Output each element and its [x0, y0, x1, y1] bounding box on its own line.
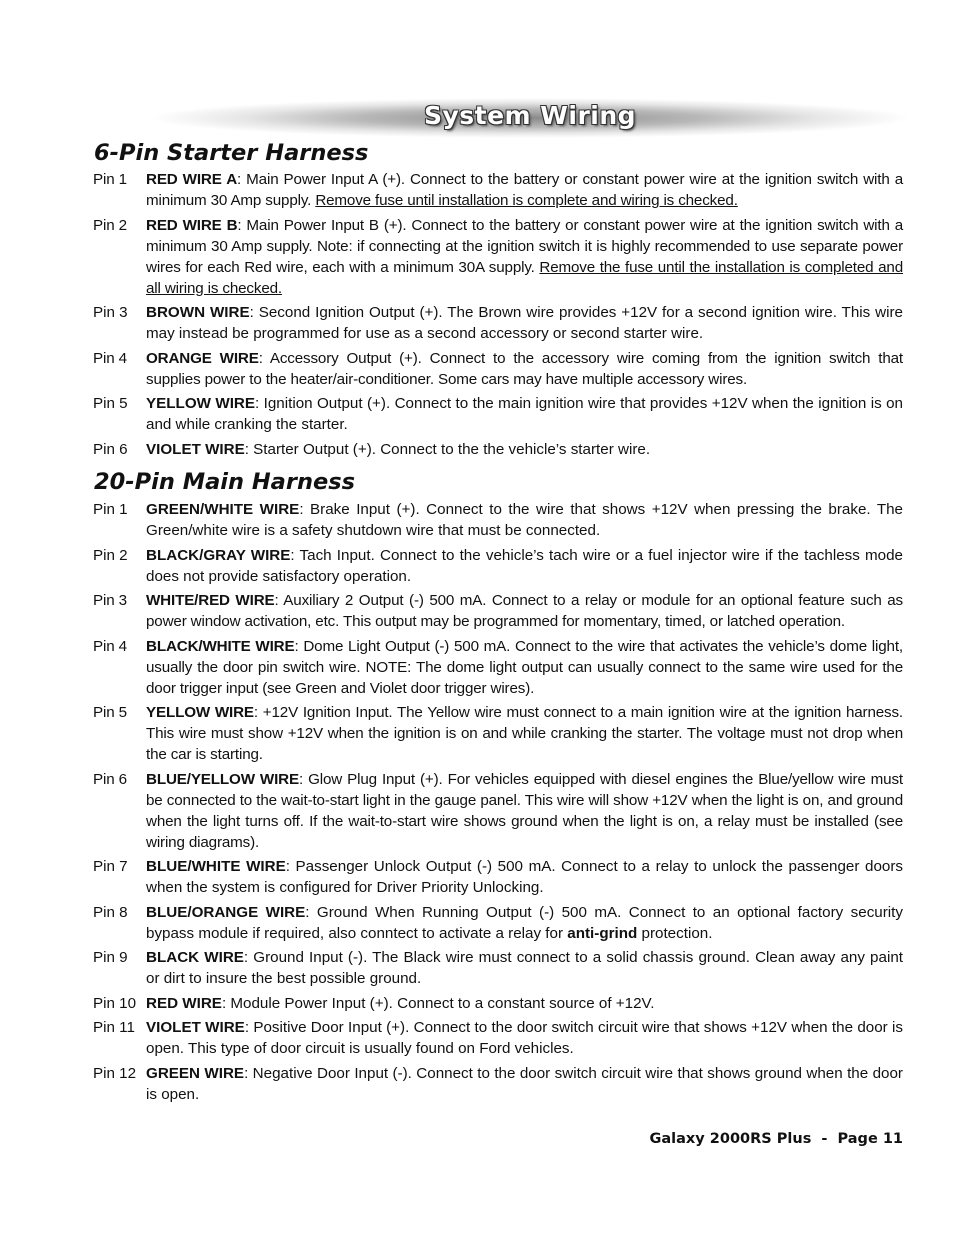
wire-name: BLUE/ORANGE WIRE	[146, 903, 306, 921]
pin-text: : Main Power Input A (+). Connect to the battery or constant power wire at the ignition switch with a minimum 30 Amp supply.	[146, 171, 903, 209]
twenty-pin-list	[93, 499, 903, 1108]
pin-text: : Ground When Running Output (-) 500 mA. Connect to an optional factory security bypass module if required, also conntect to activate a relay for	[146, 903, 903, 942]
pin-item	[93, 393, 903, 435]
pin-text: : Module Power Input (+). Connect to a constant source of +12V.	[221, 994, 655, 1012]
pin-description	[146, 769, 903, 853]
pin-text: : Ignition Output (+). Connect to the main ignition wire that provides +12V when the ignition is on and while cranking the starter.	[146, 395, 903, 433]
pin-description	[146, 499, 903, 541]
pin-text: : Passenger Unlock Output (-) 500 mA. Connect to a relay to unlock the passenger doors when the system is configured for Driver Priority Unlocking.	[146, 858, 903, 896]
pin-item	[93, 702, 903, 765]
six-pin-list	[93, 169, 903, 463]
pin-label: Pin 6	[93, 770, 127, 788]
wire-name: BLUE/WHITE WIRE	[146, 858, 286, 875]
pin-description	[146, 1017, 903, 1059]
pin-item	[93, 499, 903, 541]
pin-text: : +12V Ignition Input. The Yellow wire must connect to a main ignition wire at the ignition harness. This wire must show +12V when the ignition is on and while cranking the starter. The voltage must not drop when the car is starting.	[146, 704, 903, 763]
pin-label: Pin 4	[93, 637, 127, 655]
pin-item	[93, 993, 903, 1014]
pin-label: Pin 3	[93, 304, 128, 321]
wire-name: RED WIRE	[146, 994, 222, 1012]
pin-text: : Negative Door Input (-). Connect to the door switch circuit wire that shows ground when the door is open.	[146, 1064, 903, 1103]
pin-label: Pin 10	[93, 994, 137, 1012]
pin-item	[93, 769, 903, 853]
pin-description	[146, 1063, 903, 1105]
wire-name: RED WIRE A	[146, 171, 238, 188]
pin-label: Pin 2	[93, 216, 127, 234]
pin-description	[146, 856, 903, 898]
pin-text-tail: protection.	[637, 924, 713, 942]
wire-name: YELLOW WIRE	[146, 704, 254, 721]
pin-item	[93, 636, 903, 699]
pin-description	[146, 302, 903, 344]
wire-name: YELLOW WIRE	[146, 395, 256, 412]
pin-text: : Auxiliary 2 Output (-) 500 mA. Connect to a relay or module for an optional feature such as power window activation, etc. This output may be programmed for momentary, timed, or latched operation.	[146, 592, 903, 630]
pin-description	[146, 590, 903, 632]
pin-label: Pin 6	[93, 440, 128, 458]
pin-item	[93, 590, 903, 632]
pin-item	[93, 545, 903, 587]
pin-label: Pin 11	[93, 1019, 135, 1036]
page-footer: Galaxy 2000RS Plus - Page 11	[649, 1131, 903, 1147]
pin-label: Pin 1	[93, 171, 127, 188]
pin-item	[93, 947, 903, 989]
wire-name: VIOLET WIRE	[146, 1019, 245, 1036]
wire-name: GREEN/WHITE WIRE	[146, 501, 300, 518]
wire-name: GREEN WIRE	[146, 1064, 245, 1082]
pin-description	[146, 169, 903, 211]
pin-description	[146, 636, 903, 699]
wire-name: RED WIRE B	[146, 216, 238, 234]
wire-name: WHITE/RED WIRE	[146, 592, 275, 609]
pin-item	[93, 169, 903, 211]
pin-description	[146, 947, 903, 989]
pin-text: : Positive Door Input (+). Connect to the door switch circuit wire that shows +12V when the door is open. This type of door circuit is usually found on Ford vehicles.	[146, 1019, 904, 1057]
pin-label: Pin 3	[93, 592, 127, 609]
pin-item	[93, 1063, 903, 1105]
twenty-pin-harness-title: 20-Pin Main Harness	[94, 469, 356, 495]
pin-label: Pin 5	[93, 704, 127, 721]
pin-text: : Main Power Input B (+). Connect to the battery or constant power wire at the ignition switch with a minimum 30 Amp supply. Note: if connecting at the ignition switch it is highly recommended to use separate power wires for each Red wire, each with a minimum 30A supply.	[146, 216, 903, 276]
pin-text: : Dome Light Output (-) 500 mA. Connect to the wire that activates the vehicle’s dome light, usually the door pin switch wire. NOTE: The dome light output can usually connect to the same wire used for the door trigger input (see Green and Violet door trigger wires).	[146, 637, 903, 697]
pin-label: Pin 2	[93, 546, 128, 564]
fuse-warning: Remove the fuse until the installation is completed and all wiring is checked.	[146, 258, 903, 297]
pin-description	[146, 993, 903, 1014]
pin-label: Pin 1	[93, 501, 128, 518]
wire-name: BLACK/GRAY WIRE	[146, 546, 291, 564]
pin-text: : Ground Input (-). The Black wire must connect to a solid chassis ground. Clean away any paint or dirt to insure the best possible ground.	[146, 949, 903, 987]
pin-label: Pin 7	[93, 858, 128, 875]
pin-label: Pin 9	[93, 949, 128, 966]
section-banner	[150, 98, 910, 138]
pin-item	[93, 215, 903, 299]
pin-description	[146, 215, 903, 299]
pin-item	[93, 856, 903, 898]
anti-grind-label: anti-grind	[567, 924, 638, 942]
wire-name: BLACK/WHITE WIRE	[146, 637, 295, 655]
pin-text: : Tach Input. Connect to the vehicle’s tach wire or a fuel injector wire if the tachless mode does not provide satisfactory operation.	[146, 546, 904, 585]
fuse-warning: Remove fuse until installation is complete and wiring is checked.	[315, 192, 738, 209]
pin-description	[146, 902, 903, 944]
pin-label: Pin 12	[93, 1064, 137, 1082]
pin-text: : Second Ignition Output (+). The Brown wire provides +12V for a second ignition wire. This wire may instead be programmed for use as a second accessory or second starter wire.	[146, 304, 903, 342]
wire-name: BLUE/YELLOW WIRE	[146, 770, 299, 788]
pin-label: Pin 5	[93, 395, 128, 412]
pin-description	[146, 439, 903, 460]
pin-item	[93, 1017, 903, 1059]
wire-name: VIOLET WIRE	[146, 440, 245, 458]
pin-text: : Accessory Output (+). Connect to the accessory wire coming from the ignition switch that supplies power to the heater/air-conditioner. Some cars may have multiple accessory wires.	[146, 349, 903, 388]
pin-description	[146, 348, 903, 390]
pin-text: : Brake Input (+). Connect to the wire that shows +12V when pressing the brake. The Green/white wire is a safety shutdown wire that must be connected.	[146, 501, 903, 539]
pin-text: : Starter Output (+). Connect to the the vehicle’s starter wire.	[244, 440, 651, 458]
six-pin-harness-title: 6-Pin Starter Harness	[94, 140, 369, 166]
pin-label: Pin 8	[93, 903, 128, 921]
pin-text: : Glow Plug Input (+). For vehicles equipped with diesel engines the Blue/yellow wire must be connected to the wait-to-start light in the gauge panel. This wire will show +12V when the light is on, and ground when the light turns off. If the wait-to-start wire shows ground when the light is on, a relay must be installed (see wiring diagrams).	[146, 770, 903, 851]
banner-title: System Wiring	[423, 101, 637, 130]
wire-name: BROWN WIRE	[146, 304, 250, 321]
pin-description	[146, 702, 903, 765]
pin-description	[146, 545, 903, 587]
pin-item	[93, 302, 903, 344]
pin-item	[93, 348, 903, 390]
pin-label: Pin 4	[93, 349, 127, 367]
wire-name: BLACK WIRE	[146, 949, 244, 966]
pin-item	[93, 902, 903, 944]
wire-name: ORANGE WIRE	[146, 349, 259, 367]
pin-item	[93, 439, 903, 460]
pin-description	[146, 393, 903, 435]
